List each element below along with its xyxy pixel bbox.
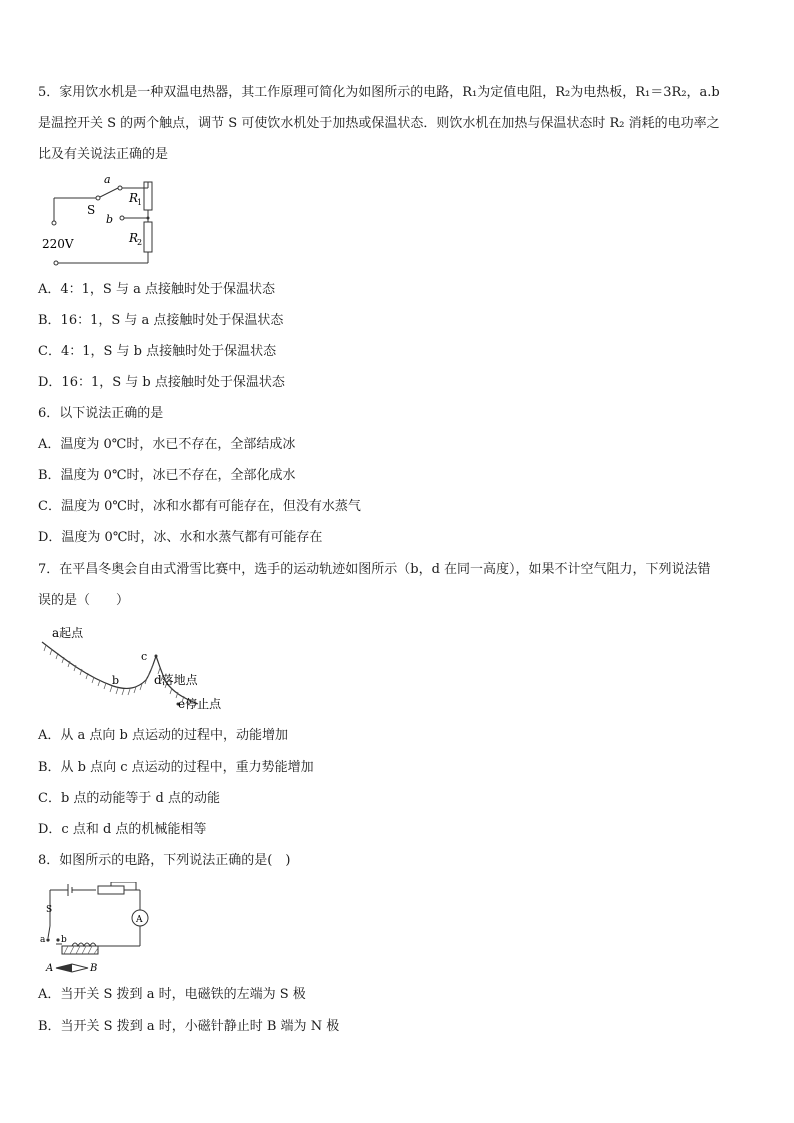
q5-label-s: S [87,203,96,217]
q7-option-d: D．c 点和 d 点的机械能相等 [38,822,207,837]
q6-option-d: D．温度为 0℃时，冰、水和水蒸气都有可能存在 [38,530,323,545]
q8-label-a: a [40,935,46,945]
q7-option-a: A．从 a 点向 b 点运动的过程中，动能增加 [38,728,288,743]
q8-electromagnet-circuit-diagram [36,882,156,976]
q8-ammeter-label: A [136,915,143,925]
q7-label-c: c [141,650,148,663]
q5-label-r2-sub: 2 [137,238,143,247]
q8-option-a: A．当开关 S 拨到 a 时，电磁铁的左端为 S 极 [38,987,306,1002]
q7-label-b: b [112,674,120,687]
q5-label-a: a [104,173,111,186]
q8-label-needle-b: B [90,963,98,974]
q7-label-d-landing: d落地点 [154,673,198,687]
q5-stem-line3: 比及有关说法正确的是 [38,147,169,162]
q5-label-b: b [106,213,114,226]
q7-stem-line2: 误的是（ ） [38,593,130,608]
q5-label-r1-sub: 1 [137,198,143,207]
q5-stem-line1: 5．家用饮水机是一种双温电热器，其工作原理可简化为如图所示的电路，R₁为定值电阻，R₂为电热板，R₁＝3R₂，a.b [38,85,720,100]
q7-ski-trajectory-diagram [38,622,228,714]
q8-label-needle-a: A [46,963,54,974]
q6-option-b: B．温度为 0℃时，冰已不存在，全部化成水 [38,468,296,483]
q5-stem-line2: 是温控开关 S 的两个触点，调节 S 可使饮水机处于加热或保温状态．则饮水机在加热与保温状态时 R₂ 消耗的电功率之 [38,116,720,131]
q7-stem-line1: 7．在平昌冬奥会自由式滑雪比赛中，选手的运动轨迹如图所示（b，d 在同一高度），如果不计空气阻力，下列说法错 [38,562,711,577]
q5-option-c: C．4：1，S 与 b 点接触时处于保温状态 [38,344,277,359]
q8-label-s: S [46,905,53,915]
q7-option-b: B．从 b 点向 c 点运动的过程中，重力势能增加 [38,760,314,775]
q8-stem: 8．如图所示的电路，下列说法正确的是( ) [38,853,291,868]
q5-option-a: A．4：1，S 与 a 点接触时处于保温状态 [38,282,275,297]
q6-option-c: C．温度为 0℃时，冰和水都有可能存在，但没有水蒸气 [38,499,361,514]
q6-stem: 6．以下说法正确的是 [38,406,164,421]
q5-option-b: B．16：1，S 与 a 点接触时处于保温状态 [38,313,284,328]
q8-label-b: b [61,935,67,945]
q5-option-d: D．16：1，S 与 b 点接触时处于保温状态 [38,375,285,390]
q5-circuit-diagram [38,170,168,270]
q7-label-a-start: a起点 [52,626,84,640]
q7-label-e-stop: e停止点 [178,697,222,711]
q5-label-voltage: 220V [42,237,74,251]
q6-option-a: A．温度为 0℃时，水已不存在，全部结成冰 [38,437,296,452]
q5-label-r2: R [129,231,139,245]
q5-label-r1: R [129,191,139,205]
q7-option-c: C．b 点的动能等于 d 点的动能 [38,791,220,806]
q8-option-b: B．当开关 S 拨到 a 时，小磁针静止时 B 端为 N 极 [38,1019,340,1034]
